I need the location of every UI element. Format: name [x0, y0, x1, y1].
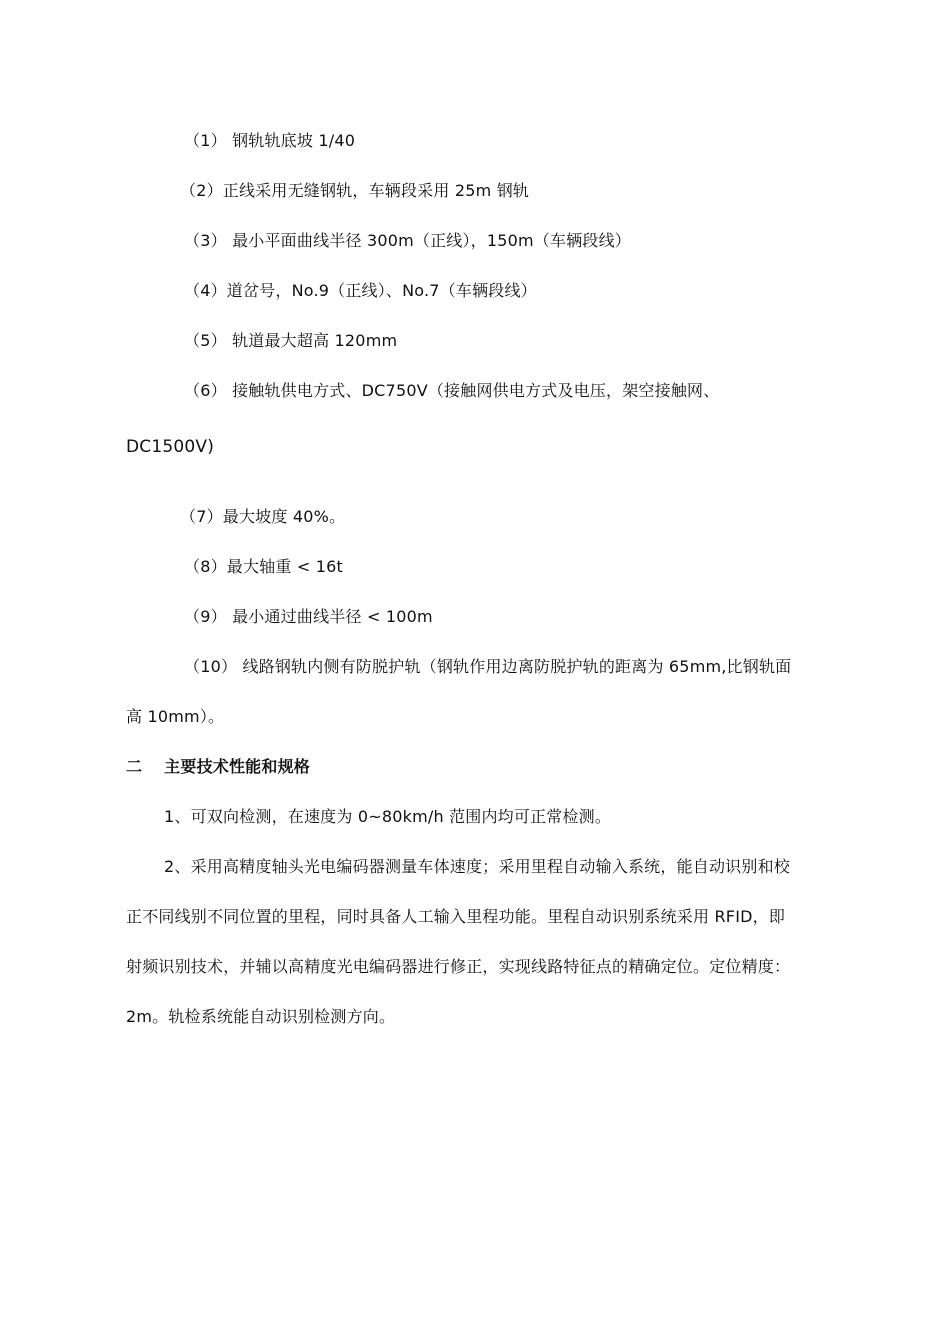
requirement-7: （7）最大坡度 40%。 [180, 507, 346, 526]
requirement-6-line-2: DC1500V) [126, 437, 215, 457]
requirement-1: （1） 钢轨轨底坡 1/40 [184, 131, 356, 150]
requirement-8: （8）最大轴重 < 16t [184, 557, 343, 576]
requirement-4: （4）道岔号，No.9（正线）、No.7（车辆段线） [184, 281, 537, 300]
requirement-9: （9） 最小通过曲线半径 < 100m [184, 607, 433, 626]
requirement-10-line-1: （10） 线路钢轨内侧有防脱护轨（钢轨作用边离防脱护轨的距离为 65mm,比钢轨面 [184, 657, 792, 676]
spec-item-2-line-4: 2m。轨检系统能自动识别检测方向。 [126, 1007, 396, 1026]
requirement-5: （5） 轨道最大超高 120mm [184, 331, 398, 350]
spec-item-2-line-1: 2、采用高精度轴头光电编码器测量车体速度；采用里程自动输入系统，能自动识别和校 [164, 857, 790, 876]
section-heading: 二 主要技术性能和规格 [126, 757, 310, 776]
spec-item-2-line-3: 射频识别技术，并辅以高精度光电编码器进行修正，实现线路特征点的精确定位。定位精度： [126, 957, 791, 976]
requirement-10-line-2: 高 10mm）。 [126, 707, 225, 726]
requirement-3: （3） 最小平面曲线半径 300m（正线），150m（车辆段线） [184, 231, 632, 250]
requirement-2: （2）正线采用无缝钢轨，车辆段采用 25m 钢轨 [180, 181, 530, 200]
spec-item-1: 1、可双向检测，在速度为 0~80km/h 范围内均可正常检测。 [164, 807, 612, 826]
requirement-6-line-1: （6） 接触轨供电方式、DC750V（接触网供电方式及电压，架空接触网、 [184, 381, 720, 400]
spec-item-2-line-2: 正不同线别不同位置的里程，同时具备人工输入里程功能。里程自动识别系统采用 RFID，即 [126, 907, 786, 926]
